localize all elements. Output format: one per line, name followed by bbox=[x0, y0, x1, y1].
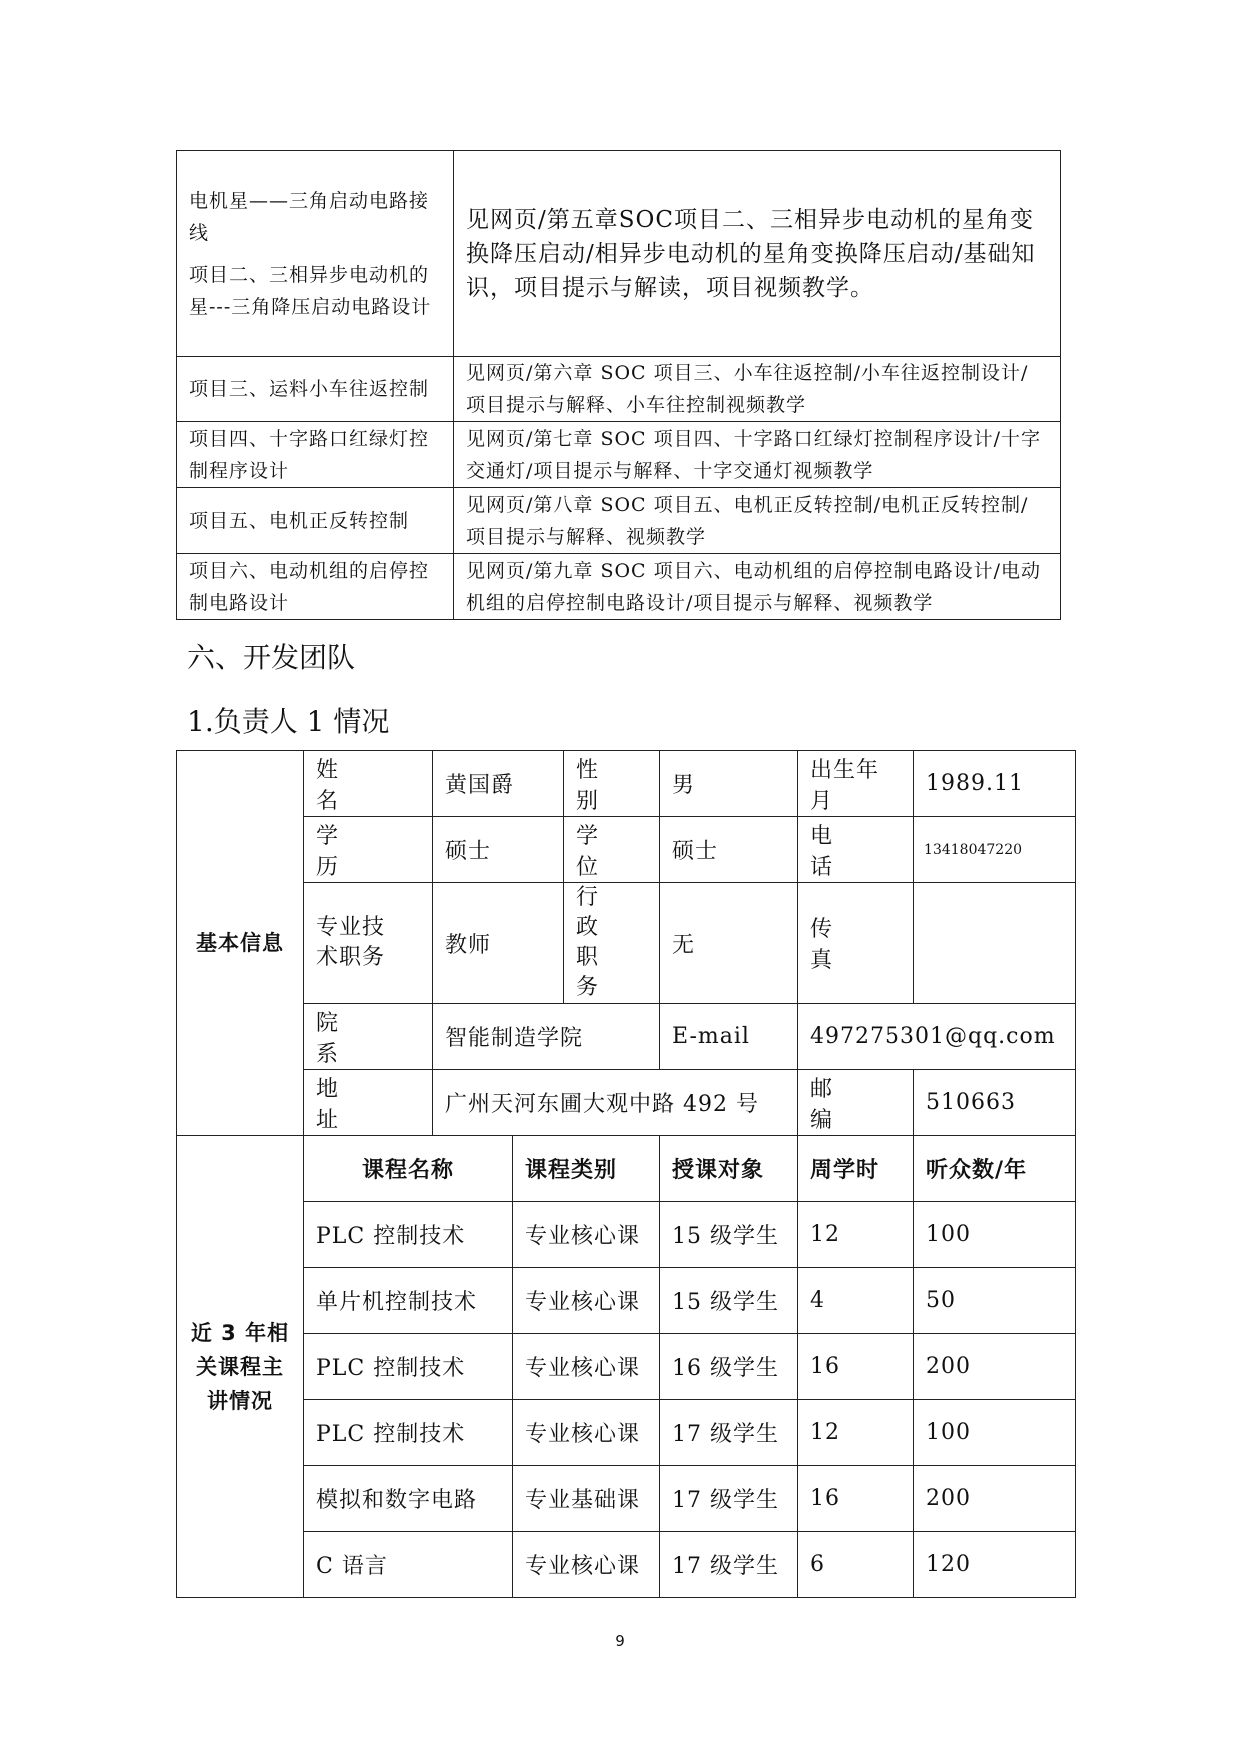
phone-value: 13418047220 bbox=[914, 817, 1076, 883]
table-row bbox=[177, 357, 1061, 422]
project-resource-table bbox=[176, 150, 1061, 620]
education-label: 学 历 bbox=[304, 817, 433, 883]
resource-cell: 见网页/第八章 SOC 项目五、电机正反转控制/电机正反转控制/项目提示与解释、视频教学 bbox=[454, 488, 1061, 554]
course-hours: 12 bbox=[798, 1202, 914, 1268]
gender-label: 性 别 bbox=[564, 751, 660, 817]
birth-label: 出生年月 bbox=[798, 751, 914, 817]
degree-value: 硕士 bbox=[660, 817, 798, 883]
course-listeners: 100 bbox=[914, 1400, 1076, 1466]
course-listeners: 200 bbox=[914, 1334, 1076, 1400]
email-label: E-mail bbox=[660, 1004, 798, 1070]
person-info-table bbox=[176, 750, 1076, 1598]
title-value: 教师 bbox=[433, 883, 564, 1004]
course-hours: 16 bbox=[798, 1334, 914, 1400]
course-hours: 16 bbox=[798, 1466, 914, 1532]
course-listeners-header: 听众数/年 bbox=[914, 1136, 1076, 1202]
course-hours: 4 bbox=[798, 1268, 914, 1334]
title-label: 专业技 术职务 bbox=[304, 883, 433, 1004]
resource-cell: 见网页/第七章 SOC 项目四、十字路口红绿灯控制程序设计/十字交通灯/项目提示与解释、十字交通灯视频教学 bbox=[454, 422, 1061, 488]
project-line: 项目二、三相异步电动机的星---三角降压启动电路设计 bbox=[189, 263, 432, 318]
course-audience-header: 授课对象 bbox=[660, 1136, 798, 1202]
course-hours-header: 周学时 bbox=[798, 1136, 914, 1202]
course-name: C 语言 bbox=[304, 1532, 513, 1598]
course-hours: 12 bbox=[798, 1400, 914, 1466]
course-type: 专业核心课 bbox=[513, 1334, 660, 1400]
table-row bbox=[177, 488, 1061, 554]
table-row bbox=[177, 1136, 1076, 1202]
course-audience: 17 级学生 bbox=[660, 1532, 798, 1598]
course-name-header: 课程名称 bbox=[304, 1136, 513, 1202]
course-type-header: 课程类别 bbox=[513, 1136, 660, 1202]
phone-label: 电 话 bbox=[798, 817, 914, 883]
project-cell: 项目六、电动机组的启停控制电路设计 bbox=[177, 554, 454, 620]
table-row bbox=[177, 817, 1076, 883]
birth-value: 1989.11 bbox=[914, 751, 1076, 817]
resource-cell: 见网页/第六章 SOC 项目三、小车往返控制/小车往返控制设计/项目提示与解释、小车往控制视频教学 bbox=[454, 357, 1061, 422]
sub-heading: 1.负责人 1 情况 bbox=[187, 705, 390, 738]
table-row bbox=[177, 1268, 1076, 1334]
zip-value: 510663 bbox=[914, 1070, 1076, 1136]
courses-label: 近 3 年相关课程主讲情况 bbox=[177, 1136, 304, 1598]
course-audience: 16 级学生 bbox=[660, 1334, 798, 1400]
course-audience: 15 级学生 bbox=[660, 1268, 798, 1334]
name-value: 黄国爵 bbox=[433, 751, 564, 817]
course-name: PLC 控制技术 bbox=[304, 1400, 513, 1466]
table-row bbox=[177, 883, 1076, 1004]
course-type: 专业核心课 bbox=[513, 1400, 660, 1466]
project-cell: 项目四、十字路口红绿灯控制程序设计 bbox=[177, 422, 454, 488]
basic-info-label: 基本信息 bbox=[177, 751, 304, 1136]
table-row bbox=[177, 1334, 1076, 1400]
project-cell bbox=[177, 151, 454, 357]
table-row bbox=[177, 1202, 1076, 1268]
table-row bbox=[177, 1070, 1076, 1136]
course-listeners: 200 bbox=[914, 1466, 1076, 1532]
course-type: 专业核心课 bbox=[513, 1268, 660, 1334]
course-audience: 17 级学生 bbox=[660, 1400, 798, 1466]
course-hours: 6 bbox=[798, 1532, 914, 1598]
email-value: 497275301@qq.com bbox=[798, 1004, 1076, 1070]
resource-cell: 见网页/第五章SOC项目二、三相异步电动机的星角变换降压启动/相异步电动机的星角变换降压启动/基础知识，项目提示与解读，项目视频教学。 bbox=[454, 151, 1061, 357]
course-audience: 15 级学生 bbox=[660, 1202, 798, 1268]
degree-label: 学 位 bbox=[564, 817, 660, 883]
project-cell: 项目三、运料小车往返控制 bbox=[177, 357, 454, 422]
dept-value: 智能制造学院 bbox=[433, 1004, 660, 1070]
address-label: 地 址 bbox=[304, 1070, 433, 1136]
section-heading: 六、开发团队 bbox=[187, 641, 356, 674]
course-audience: 17 级学生 bbox=[660, 1466, 798, 1532]
course-name: 单片机控制技术 bbox=[304, 1268, 513, 1334]
dept-label: 院 系 bbox=[304, 1004, 433, 1070]
table-row bbox=[177, 422, 1061, 488]
table-row bbox=[177, 1532, 1076, 1598]
table-row bbox=[177, 1466, 1076, 1532]
resource-cell: 见网页/第九章 SOC 项目六、电动机组的启停控制电路设计/电动机组的启停控制电路设计/项目提示与解释、视频教学 bbox=[454, 554, 1061, 620]
course-name: PLC 控制技术 bbox=[304, 1334, 513, 1400]
admin-label: 行 政 职 务 bbox=[564, 883, 660, 1004]
table-row bbox=[177, 751, 1076, 817]
fax-label: 传 真 bbox=[798, 883, 914, 1004]
zip-label: 邮 编 bbox=[798, 1070, 914, 1136]
course-listeners: 120 bbox=[914, 1532, 1076, 1598]
course-type: 专业核心课 bbox=[513, 1202, 660, 1268]
gender-value: 男 bbox=[660, 751, 798, 817]
address-value: 广州天河东圃大观中路 492 号 bbox=[433, 1070, 798, 1136]
course-name: PLC 控制技术 bbox=[304, 1202, 513, 1268]
page-number: 9 bbox=[615, 1632, 625, 1650]
fax-value bbox=[914, 883, 1076, 1004]
course-type: 专业核心课 bbox=[513, 1532, 660, 1598]
project-line: 电机星——三角启动电路接线 bbox=[189, 189, 430, 244]
name-label: 姓 名 bbox=[304, 751, 433, 817]
table-row bbox=[177, 1004, 1076, 1070]
project-cell: 项目五、电机正反转控制 bbox=[177, 488, 454, 554]
course-listeners: 100 bbox=[914, 1202, 1076, 1268]
course-type: 专业基础课 bbox=[513, 1466, 660, 1532]
course-listeners: 50 bbox=[914, 1268, 1076, 1334]
table-row bbox=[177, 1400, 1076, 1466]
table-row bbox=[177, 554, 1061, 620]
education-value: 硕士 bbox=[433, 817, 564, 883]
table-row bbox=[177, 151, 1061, 357]
course-name: 模拟和数字电路 bbox=[304, 1466, 513, 1532]
admin-value: 无 bbox=[660, 883, 798, 1004]
